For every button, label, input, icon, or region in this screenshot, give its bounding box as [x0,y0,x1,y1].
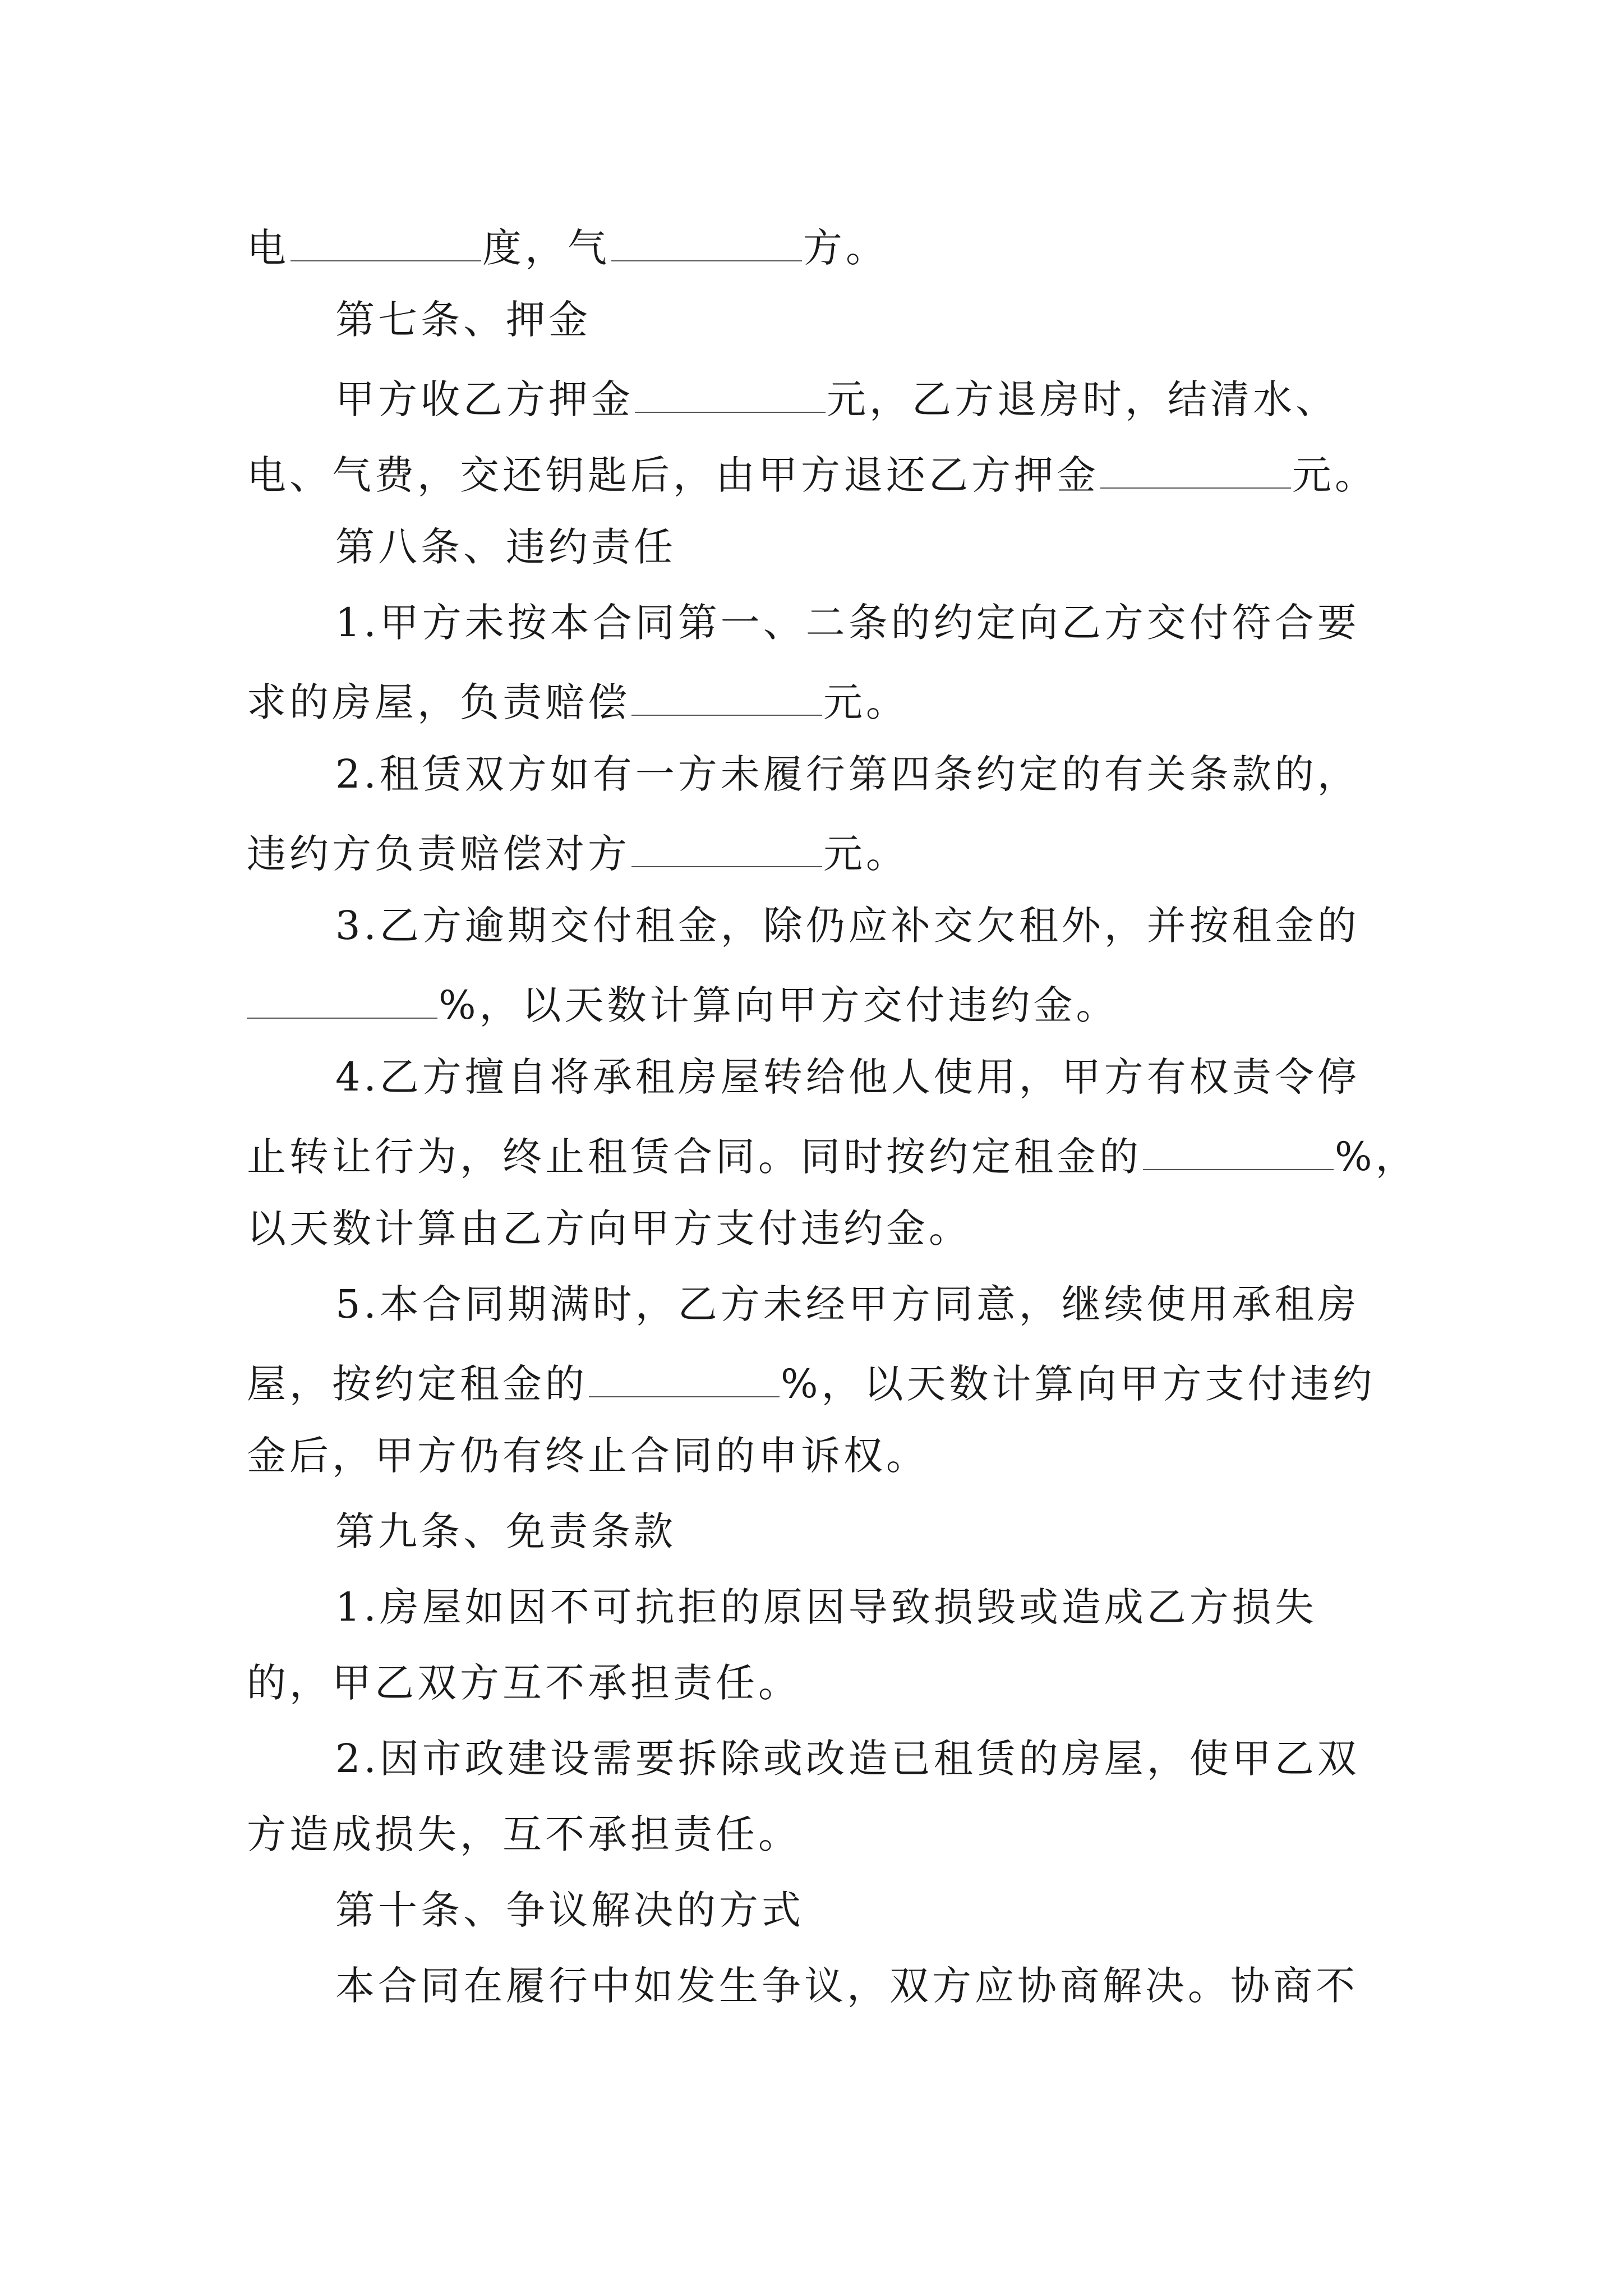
clause-8-5-line-2: 屋，按约定租金的 %，以天数计算向甲方支付违约 [247,1361,1376,1407]
electricity-blank [291,224,481,261]
clause-9-1-line-2: 的，甲乙双方互不承担责任。 [247,1660,801,1706]
clause-8-2-line-2: 违约方负责赔偿对方 元。 [247,831,909,877]
article-10-line-1: 本合同在履行中如发生争议，双方应协商解决。协商不 [335,1963,1358,2009]
deposit-paragraph-line-1: 甲方收乙方押金 元，乙方退房时，结清水、 [335,376,1338,422]
clause-9-2-line-2: 方造成损失，互不承担责任。 [247,1811,801,1857]
clause-9-2-line-1: 2.因市政建设需要拆除或改造已租赁的房屋，使甲乙双 [335,1736,1360,1782]
late-fee-rate-blank [247,982,437,1019]
clause-9-1-line-1: 1.房屋如因不可抗拒的原因导致损毁或造成乙方损失 [335,1584,1317,1630]
clause-8-4-line-3: 以天数计算由乙方向甲方支付违约金。 [247,1205,971,1251]
clause-8-3-line-2: %，以天数计算向甲方交付违约金。 [247,982,1119,1025]
compensation-blank-2 [631,830,822,867]
deposit-refund-blank [1100,452,1291,489]
deposit-paragraph-line-2: 电、气费，交还钥匙后，由甲方退还乙方押金 元。 [247,452,1377,498]
clause-8-4-line-2: 止转让行为，终止租赁合同。同时按约定租金的 %， [247,1134,1418,1180]
clause-8-2-line-1: 2.租赁双方如有一方未履行第四条约定的有关条款的， [335,751,1360,797]
clause-8-1-line-2: 求的房屋，负责赔偿 元。 [247,679,909,725]
clause-8-4-line-1: 4.乙方擅自将承租房屋转给他人使用，甲方有权责令停 [335,1054,1360,1100]
article-9-heading: 第九条、免责条款 [335,1508,676,1554]
sublet-rate-blank [1143,1133,1334,1170]
article-8-heading: 第八条、违约责任 [335,524,676,570]
compensation-blank-1 [631,679,822,716]
article-7-heading: 第七条、押金 [335,297,591,343]
clause-8-5-line-3: 金后，甲方仍有终止合同的申诉权。 [247,1433,929,1479]
article-10-heading: 第十条、争议解决的方式 [335,1887,804,1933]
gas-blank [611,224,802,261]
clause-8-5-line-1: 5.本合同期满时，乙方未经甲方同意，继续使用承租房 [335,1281,1360,1327]
overstay-rate-blank [589,1360,780,1397]
clause-8-3-line-1: 3.乙方逾期交付租金，除仍应补交欠租外，并按租金的 [335,903,1360,949]
deposit-amount-blank [635,376,826,413]
utility-reading-line: 电 度，气 方。 [247,225,888,271]
clause-8-1-line-1: 1.甲方未按本合同第一、二条的约定向乙方交付符合要 [335,600,1360,646]
